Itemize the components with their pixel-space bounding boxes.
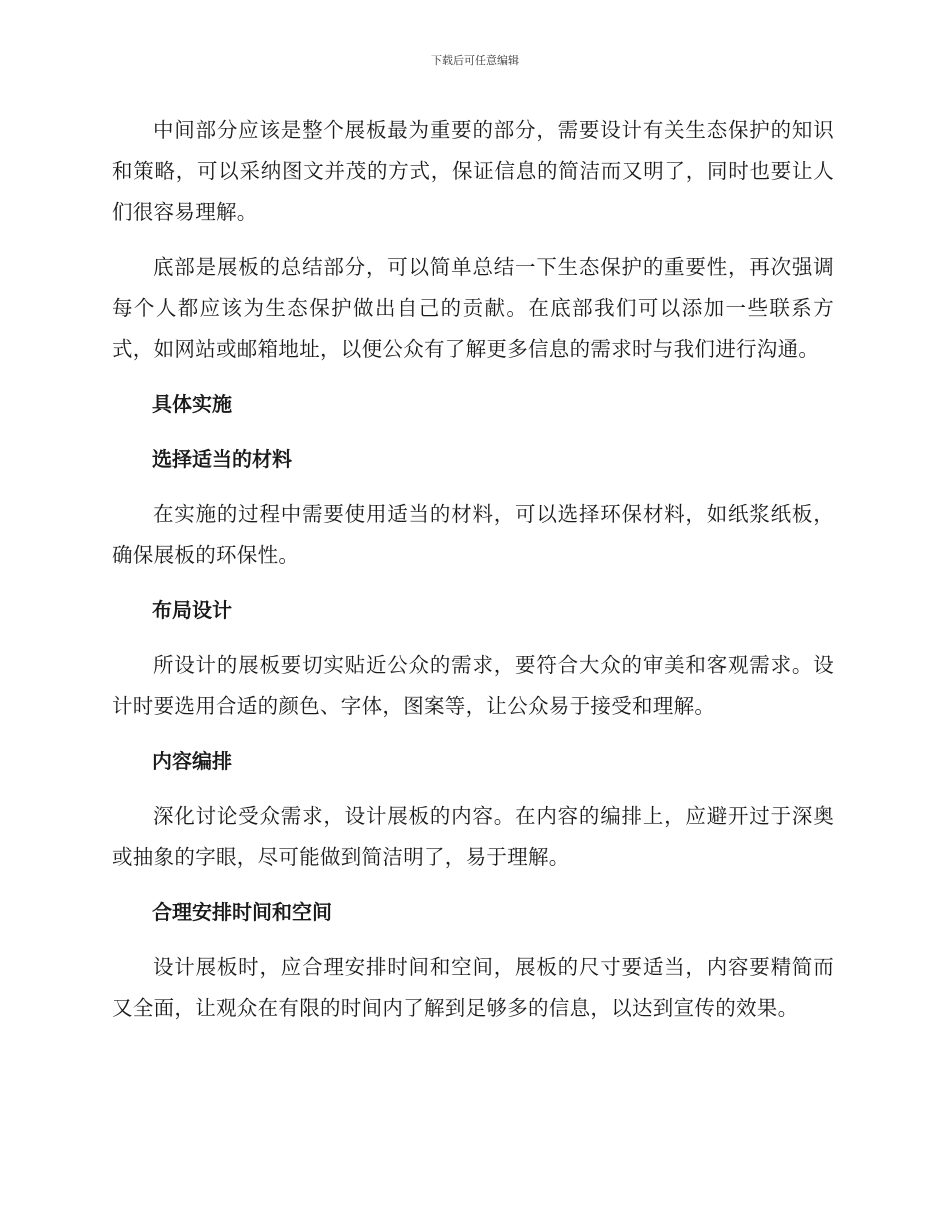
- paragraph-bottom-section: 底部是展板的总结部分，可以简单总结一下生态保护的重要性，再次强调每个人都应该为生态保护做出自己的贡献。在底部我们可以添加一些联系方式，如网站或邮箱地址，以便公众有了解更多信息的需求时与我们进行沟通。: [112, 255, 834, 361]
- document-body: [112, 110, 834, 1043]
- heading-materials: 选择适当的材料: [152, 447, 292, 471]
- paragraph-middle-section: 中间部分应该是整个展板最为重要的部分，需要设计有关生态保护的知识和策略，可以采纳图文并茂的方式，保证信息的简洁而又明了，同时也要让人们很容易理解。: [112, 118, 834, 224]
- paragraph-time-space: 设计展板时，应合理安排时间和空间，展板的尺寸要适当，内容要精简而又全面，让观众在有限的时间内了解到足够多的信息，以达到宣传的效果。: [112, 955, 834, 1020]
- paragraph-content-arrangement: 深化讨论受众需求，设计展板的内容。在内容的编排上，应避开过于深奥或抽象的字眼，尽可能做到简洁明了，易于理解。: [112, 804, 834, 869]
- heading-content-arrangement: 内容编排: [152, 749, 232, 773]
- heading-layout-design: 布局设计: [152, 598, 232, 622]
- paragraph-layout-design: 所设计的展板要切实贴近公众的需求，要符合大众的审美和客观需求。设计时要选用合适的颜色、字体，图案等，让公众易于接受和理解。: [112, 653, 834, 718]
- heading-time-space: 合理安排时间和空间: [152, 900, 332, 924]
- paragraph-materials: 在实施的过程中需要使用适当的材料，可以选择环保材料，如纸浆纸板，确保展板的环保性。: [112, 502, 834, 567]
- heading-implementation: 具体实施: [152, 392, 232, 416]
- header-note: 下载后可任意编辑: [431, 54, 519, 67]
